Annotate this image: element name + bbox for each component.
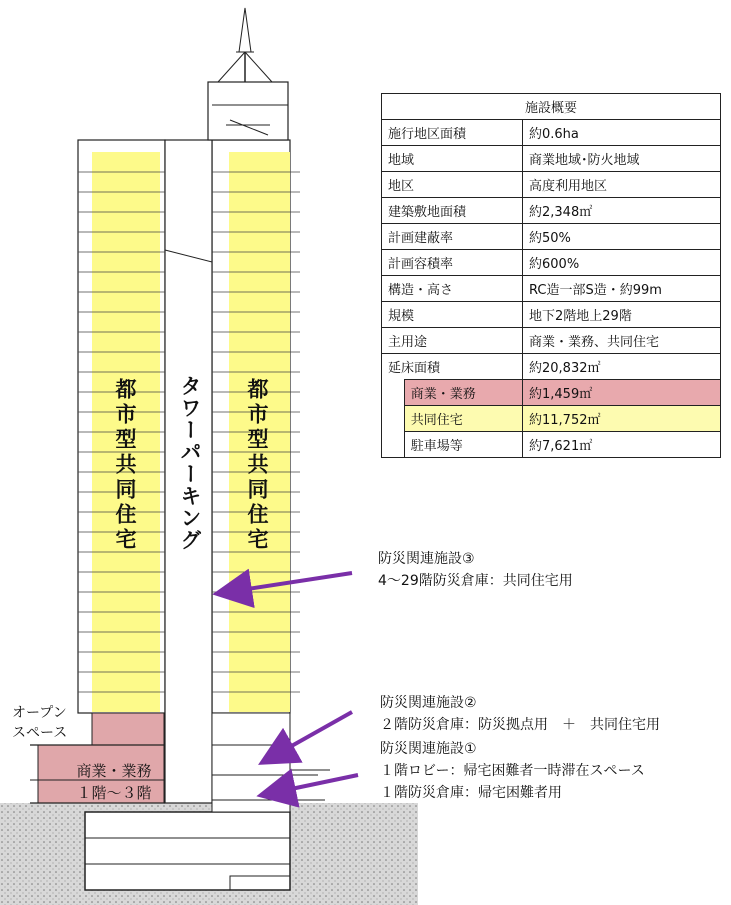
facility-note-1-title: 防災関連施設① — [380, 741, 477, 757]
table-subrow-commercial — [382, 380, 721, 406]
right-lowrise — [212, 713, 290, 812]
facility-note-3 — [378, 548, 573, 592]
tower-parking-label: タワーパーキング — [178, 375, 202, 551]
table-subrow-residential — [382, 406, 721, 432]
commercial-podium-upper — [92, 713, 164, 745]
table-row — [382, 328, 721, 354]
subrow-value: 約1,459㎡ — [523, 380, 721, 406]
subrow-label: 商業・業務 — [404, 380, 522, 406]
basement — [85, 812, 290, 890]
commercial-label: 商業・業務 １階～３階 — [76, 762, 152, 802]
row-value: RC造一部S造・約99m — [523, 276, 721, 302]
table-subrow-parking — [382, 432, 721, 458]
row-value: 商業・業務、共同住宅 — [523, 328, 721, 354]
row-value: 高度利用地区 — [523, 172, 721, 198]
table-row — [382, 146, 721, 172]
table-row — [382, 250, 721, 276]
subrow-value: 約11,752㎡ — [523, 406, 721, 432]
residential-right-label: 都市型共同住宅 — [245, 378, 269, 553]
table-row — [382, 354, 721, 380]
row-label: 延床面積 — [382, 354, 523, 380]
row-label: 規模 — [382, 302, 523, 328]
table-row — [382, 302, 721, 328]
row-label: 施行地区面積 — [382, 120, 523, 146]
table-row — [382, 120, 721, 146]
table-row — [382, 198, 721, 224]
table-row — [382, 224, 721, 250]
row-value: 約2,348㎡ — [523, 198, 721, 224]
spire — [239, 8, 251, 52]
row-label: 計画建蔽率 — [382, 224, 523, 250]
row-value: 約600% — [523, 250, 721, 276]
facility-note-3-title: 防災関連施設③ — [378, 551, 475, 567]
rooftop-structure — [208, 82, 288, 140]
row-value: 商業地域･防火地域 — [523, 146, 721, 172]
row-value: 地下2階地上29階 — [523, 302, 721, 328]
facility-note-2-title: 防災関連施設② — [380, 695, 477, 711]
facility-note-1-line-2: １階防災倉庫：帰宅困難者用 — [380, 785, 562, 801]
row-label: 建築敷地面積 — [382, 198, 523, 224]
row-label: 主用途 — [382, 328, 523, 354]
subrow-label: 駐車場等 — [404, 432, 522, 458]
subrow-value: 約7,621㎡ — [523, 432, 721, 458]
facility-note-2-line: ２階防災倉庫：防災拠点用 ＋ 共同住宅用 — [380, 717, 660, 733]
row-value: 約50% — [523, 224, 721, 250]
row-value: 約20,832㎡ — [523, 354, 721, 380]
facility-overview-table — [381, 93, 721, 458]
table-row — [382, 276, 721, 302]
facility-note-3-line: 4～29階防災倉庫：共同住宅用 — [378, 573, 573, 589]
residential-left-label: 都市型共同住宅 — [113, 378, 137, 553]
row-label: 構造・高さ — [382, 276, 523, 302]
facility-note-2 — [380, 692, 660, 736]
row-value: 約0.6ha — [523, 120, 721, 146]
open-space-label: オープン スペース — [12, 705, 68, 741]
facility-note-1-line-1: １階ロビー：帰宅困難者一時滞在スペース — [380, 763, 645, 779]
row-label: 計画容積率 — [382, 250, 523, 276]
subrow-label: 共同住宅 — [404, 406, 522, 432]
table-row — [382, 172, 721, 198]
facility-note-1 — [380, 738, 645, 804]
row-label: 地域 — [382, 146, 523, 172]
table-title: 施設概要 — [382, 94, 721, 120]
row-label: 地区 — [382, 172, 523, 198]
